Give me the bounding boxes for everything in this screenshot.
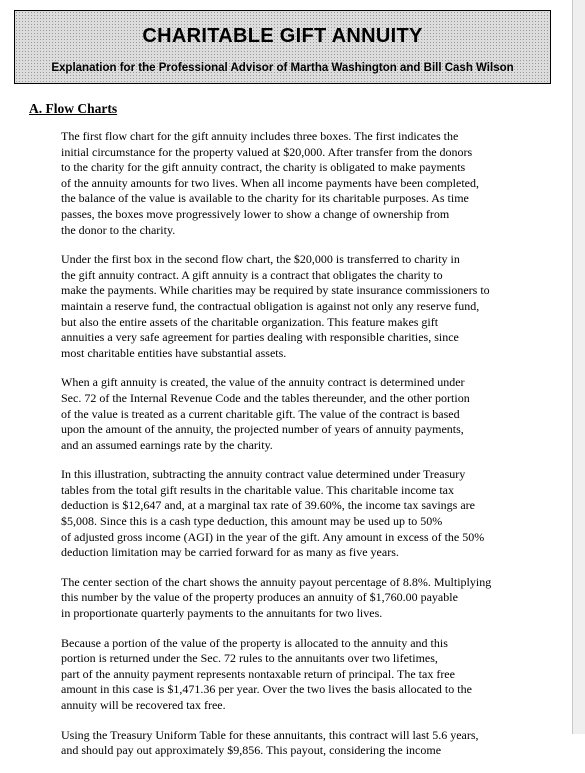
paragraph <box>61 636 561 714</box>
paragraph <box>61 728 561 759</box>
text-line: amount in this case is $1,471.36 per year. Over the two lives the basis allocated to the <box>61 682 472 697</box>
text-line: the gift annuity contract. A gift annuity is a contract that obligates the charity to <box>61 267 443 282</box>
text-line: Sec. 72 of the Internal Revenue Code and the tables thereunder, and the other portion <box>61 390 470 405</box>
document-subtitle: Explanation for the Professional Advisor of Martha Washington and Bill Cash Wilson <box>51 62 514 74</box>
text-line: Under the first box in the second flow chart, the $20,000 is transferred to charity in <box>61 252 460 267</box>
paragraph <box>61 575 561 622</box>
text-line: tables from the total gift results in the charitable value. This charitable income tax <box>61 482 454 497</box>
document-title: CHARITABLE GIFT ANNUITY <box>142 25 423 47</box>
text-line: The first flow chart for the gift annuity includes three boxes. The first indicates the <box>61 129 459 143</box>
text-line: of the annuity amounts for two lives. When all income payments have been completed, <box>61 175 479 190</box>
text-line: the donor to the charity. <box>61 222 176 237</box>
header-box <box>14 10 551 84</box>
paragraph <box>61 252 561 361</box>
section-heading: A. Flow Charts <box>29 101 118 116</box>
text-line: this number by the value of the property produces an annuity of $1,760.00 payable <box>61 590 458 605</box>
scrollbar[interactable] <box>572 0 585 734</box>
text-line: deduction limitation may be carried forward for as many as five years. <box>61 545 399 560</box>
text-line: make the payments. While charities may be required by state insurance commissioners to <box>61 283 490 298</box>
document-body <box>61 129 561 773</box>
text-line: annuity will be recovered tax free. <box>61 698 226 712</box>
text-line: annuities a very safe agreement for parties dealing with responsible charities, since <box>61 330 459 345</box>
text-line: of the value is treated as a current charitable gift. The value of the contract is based <box>61 406 460 421</box>
text-line: When a gift annuity is created, the value of the annuity contract is determined under <box>61 375 465 390</box>
text-line: portion is returned under the Sec. 72 rules to the annuitants over two lifetimes, <box>61 651 438 666</box>
paragraph <box>61 375 561 453</box>
text-line: passes, the boxes move progressively lower to show a change of ownership from <box>61 206 450 221</box>
text-line: and an assumed earnings rate by the charity. <box>61 437 273 452</box>
text-line: and should pay out approximately $9,856. This payout, considering the income <box>61 743 442 758</box>
text-line: of adjusted gross income (AGI) in the year of the gift. Any amount in excess of the 50% <box>61 529 485 544</box>
text-line: but also the entire assets of the charitable organization. This feature makes gift <box>61 314 439 329</box>
text-line: in proportionate quarterly payments to the annuitants for two lives. <box>61 606 383 621</box>
paragraph <box>61 467 561 561</box>
text-line: Using the Treasury Uniform Table for these annuitants, this contract will last 5.6 years, <box>61 727 479 742</box>
text-line: Because a portion of the value of the property is allocated to the annuity and this <box>61 635 448 650</box>
text-line: initial circumstance for the property valued at $20,000. After transfer from the donors <box>61 144 473 159</box>
text-line: deduction is $12,647 and, at a marginal tax rate of 39.60%, the income tax savings are <box>61 498 475 513</box>
text-line: In this illustration, subtracting the annuity contract value determined under Treasury <box>61 467 466 482</box>
text-line: part of the annuity payment represents nontaxable return of principal. The tax free <box>61 666 455 681</box>
text-line: upon the amount of the annuity, the projected number of years of annuity payments, <box>61 422 464 437</box>
text-line: the balance of the value is available to the charity for its charitable purposes. As time <box>61 191 469 206</box>
text-line: to the charity for the gift annuity contract, the charity is obligated to make payments <box>61 160 466 175</box>
text-line: $5,008. Since this is a cash type deduction, this amount may be used up to 50% <box>61 514 443 529</box>
paragraph <box>61 129 561 238</box>
text-line: The center section of the chart shows the annuity payout percentage of 8.8%. Multiplying <box>61 574 492 589</box>
text-line: maintain a reserve fund, the contractual obligation is against not only any reserve fund, <box>61 298 480 313</box>
text-line: most charitable entities have substantial assets. <box>61 345 287 360</box>
